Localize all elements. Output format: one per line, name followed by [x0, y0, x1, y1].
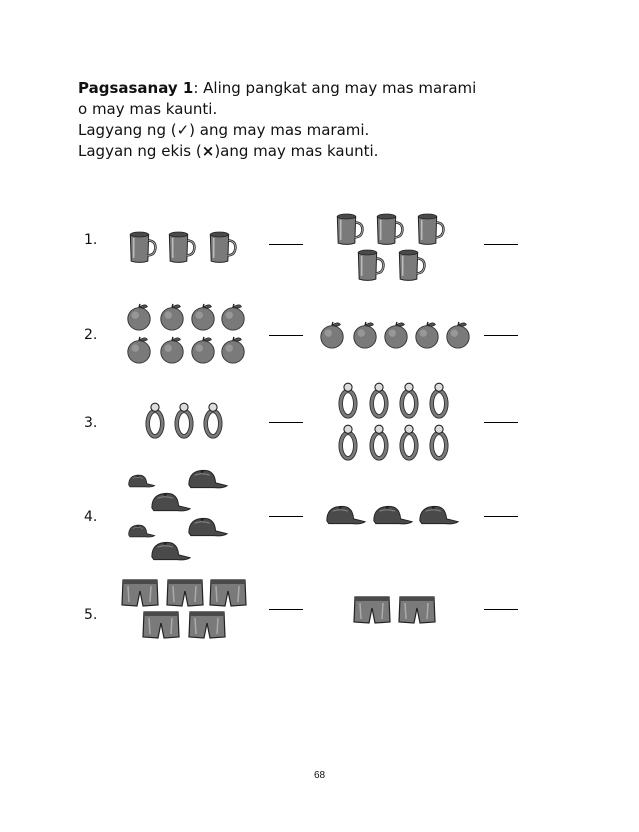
instruction-line-3: Lagyang ng (✓) ang may mas marami. [78, 121, 370, 139]
check-icon: ✓ [176, 121, 190, 139]
mug-icon [127, 230, 157, 268]
instruction-line-4: Lagyan ng ekis (×)ang may mas kaunti. [78, 142, 379, 160]
cap-icon [323, 503, 367, 531]
cap-icon [148, 490, 192, 518]
exercise-title: Pagsasanay 1 [78, 79, 194, 97]
mug-icon [374, 212, 404, 250]
x-mark-icon: × [201, 142, 215, 160]
cap-icon [148, 539, 192, 567]
fruit-icon [219, 335, 247, 369]
answer-blank-1-left[interactable] [269, 244, 303, 245]
item-number-3: 3. [84, 415, 98, 431]
cap-icon [370, 503, 414, 531]
mug-icon [415, 212, 445, 250]
shorts-icon [120, 577, 160, 613]
ring-icon [174, 400, 194, 444]
shorts-icon [165, 577, 205, 613]
ring-icon [145, 400, 165, 444]
mug-icon [334, 212, 364, 250]
instruction-line-2: o may mas kaunti. [78, 100, 218, 118]
ring-icon [369, 380, 389, 424]
item-number-4: 4. [84, 509, 98, 525]
answer-blank-2-right[interactable] [484, 335, 518, 336]
ring-icon [429, 422, 449, 466]
answer-blank-3-left[interactable] [269, 422, 303, 423]
answer-blank-5-left[interactable] [269, 609, 303, 610]
mug-icon [166, 230, 196, 268]
mug-icon [207, 230, 237, 268]
fruit-icon [382, 320, 410, 354]
answer-blank-3-right[interactable] [484, 422, 518, 423]
shorts-icon [208, 577, 248, 613]
ring-icon [399, 380, 419, 424]
answer-blank-1-right[interactable] [484, 244, 518, 245]
mug-icon [396, 248, 426, 286]
fruit-icon [351, 320, 379, 354]
shorts-icon [397, 594, 437, 630]
mug-icon [355, 248, 385, 286]
ring-icon [338, 422, 358, 466]
instructions [78, 78, 476, 162]
ring-icon [429, 380, 449, 424]
fruit-icon [158, 302, 186, 336]
shorts-icon [141, 609, 181, 645]
fruit-icon [158, 335, 186, 369]
fruit-icon [444, 320, 472, 354]
answer-blank-4-left[interactable] [269, 516, 303, 517]
fruit-icon [189, 335, 217, 369]
item-number-5: 5. [84, 607, 98, 623]
instruction-line-1: Pagsasanay 1: Aling pangkat ang may mas marami [78, 79, 477, 97]
ring-icon [369, 422, 389, 466]
page-number: 68 [313, 770, 326, 781]
fruit-icon [125, 335, 153, 369]
answer-blank-2-left[interactable] [269, 335, 303, 336]
answer-blank-4-right[interactable] [484, 516, 518, 517]
fruit-icon [219, 302, 247, 336]
answer-blank-5-right[interactable] [484, 609, 518, 610]
fruit-icon [318, 320, 346, 354]
fruit-icon [413, 320, 441, 354]
item-number-1: 1. [84, 232, 98, 248]
ring-icon [203, 400, 223, 444]
fruit-icon [189, 302, 217, 336]
ring-icon [399, 422, 419, 466]
cap-icon [416, 503, 460, 531]
shorts-icon [187, 609, 227, 645]
fruit-icon [125, 302, 153, 336]
shorts-icon [352, 594, 392, 630]
item-number-2: 2. [84, 327, 98, 343]
ring-icon [338, 380, 358, 424]
